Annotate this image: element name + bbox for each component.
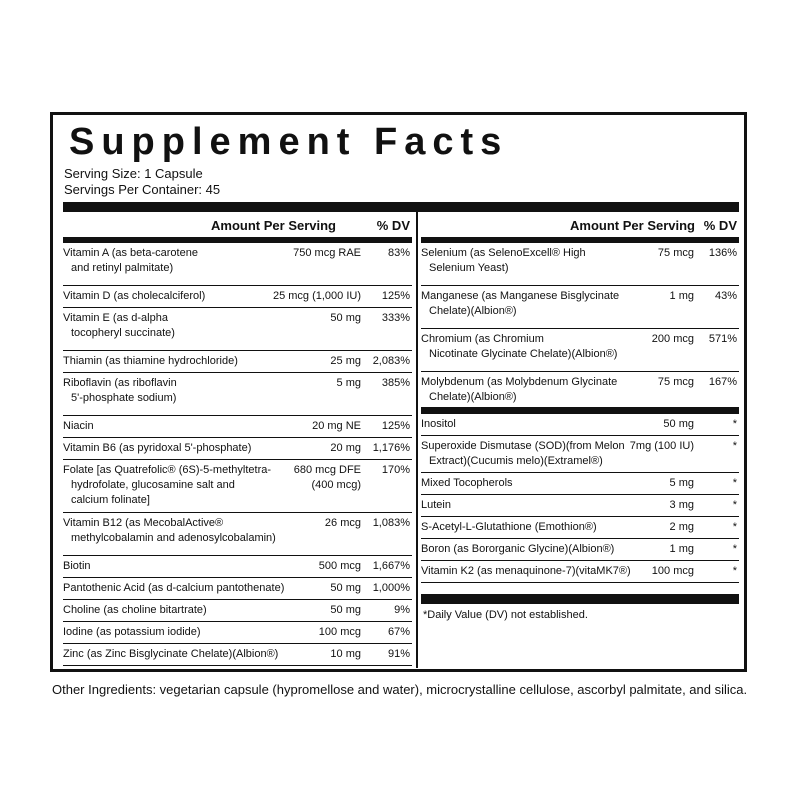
nutrient-name (63, 419, 94, 434)
left-column-header (63, 212, 412, 237)
nutrient-name-line: Vitamin K2 (as menaquinone-7)(vitaMK7®) (421, 565, 631, 577)
nutrient-amount (630, 439, 694, 454)
nutrient-row (421, 243, 739, 286)
nutrient-name (421, 375, 617, 405)
nutrient-dv: 9% (394, 604, 410, 616)
nutrient-amount (325, 516, 361, 531)
nutrient-name-line: Vitamin B12 (as MecobalActive® (63, 517, 224, 529)
nutrient-row (63, 308, 412, 351)
nutrient-amount (294, 463, 361, 493)
nutrient-amount-line: 2 mg (669, 521, 694, 533)
nutrient-name (63, 581, 284, 596)
nutrient-dv: 2,083% (372, 355, 410, 367)
nutrient-row (421, 414, 739, 436)
nutrient-amount (670, 542, 694, 557)
nutrient-row (63, 578, 412, 600)
nutrient-amount (670, 520, 694, 535)
nutrient-row (421, 495, 739, 517)
nutrient-dv: 125% (381, 420, 410, 432)
nutrient-row (63, 600, 412, 622)
nutrient-name-line: Selenium Yeast) (429, 262, 509, 274)
nutrient-name (63, 354, 238, 369)
nutrient-amount (337, 376, 361, 391)
nutrient-name-line: Extract)(Cucumis melo)(Extramel®) (429, 455, 603, 467)
nutrient-name (63, 246, 198, 276)
nutrient-name-line: Lutein (421, 499, 451, 511)
supplement-facts-panel (50, 112, 747, 672)
nutrient-name-line: methylcobalamin and adenosylcobalamin) (71, 532, 276, 544)
nutrient-amount (658, 375, 694, 390)
nutrient-name-line: hydrofolate, glucosamine salt and (71, 479, 235, 491)
right-column (421, 212, 739, 583)
nutrient-name (63, 441, 251, 456)
nutrient-name (63, 311, 175, 341)
nutrient-amount (293, 246, 361, 261)
amount-header: Amount Per Serving (211, 218, 336, 233)
nutrient-name (421, 542, 614, 557)
nutrient-amount-line: 20 mg NE (312, 420, 361, 432)
nutrient-row (63, 373, 412, 416)
nutrient-name-line: Vitamin D (as cholecalciferol) (63, 290, 206, 302)
nutrient-row (63, 556, 412, 578)
nutrient-row (63, 243, 412, 286)
nutrient-dv: * (732, 477, 737, 489)
nutrient-amount-line: 500 mcg (318, 560, 361, 572)
nutrient-amount (330, 647, 361, 662)
nutrient-row (63, 438, 412, 460)
nutrient-dv: 333% (381, 312, 410, 324)
nutrient-dv: 571% (708, 333, 737, 345)
nutrient-dv: * (732, 543, 737, 555)
nutrient-name-line: Inositol (421, 418, 456, 430)
nutrient-dv: 167% (708, 376, 737, 388)
nutrient-amount-line: 25 mcg (1,000 IU) (272, 290, 361, 302)
nutrient-row (421, 539, 739, 561)
nutrient-name (421, 332, 617, 362)
nutrient-name (421, 439, 625, 469)
nutrient-row (421, 286, 739, 329)
servings-per-container: Servings Per Container: 45 (64, 182, 221, 197)
nutrient-name-line: calcium folinate] (71, 494, 150, 506)
nutrient-row (421, 329, 739, 372)
nutrient-name-line: Choline (as choline bitartrate) (63, 604, 207, 616)
nutrient-amount-line: 75 mcg (657, 376, 694, 388)
nutrient-row (63, 286, 412, 308)
nutrient-dv: * (732, 565, 737, 577)
nutrient-row (63, 416, 412, 438)
nutrient-dv: * (732, 418, 737, 430)
nutrient-name (63, 376, 177, 406)
nutrient-name (63, 463, 271, 508)
nutrient-row (421, 372, 739, 408)
nutrient-amount-line: 50 mg (663, 418, 694, 430)
nutrient-name-line: Chromium (as Chromium (421, 333, 544, 345)
nutrient-amount (670, 498, 694, 513)
nutrient-name (421, 520, 597, 535)
nutrient-dv: 43% (714, 290, 737, 302)
nutrient-amount-line: 20 mg (330, 442, 361, 454)
nutrient-dv: 67% (387, 626, 410, 638)
nutrient-dv: * (732, 440, 737, 452)
nutrient-dv: 1,000% (372, 582, 410, 594)
nutrient-name-line: Chelate)(Albion®) (429, 391, 517, 403)
nutrient-amount-line: 100 mcg (651, 565, 694, 577)
nutrient-name (63, 559, 91, 574)
amount-header: Amount Per Serving (570, 218, 695, 233)
nutrient-name-line: Riboflavin (as riboflavin (63, 377, 177, 389)
nutrient-name-line: Nicotinate Glycinate Chelate)(Albion®) (429, 348, 618, 360)
nutrient-dv: 1,667% (372, 560, 410, 572)
nutrient-name (63, 289, 205, 304)
nutrient-amount-line: 200 mcg (651, 333, 694, 345)
nutrient-dv: 83% (387, 247, 410, 259)
right-column-header (421, 212, 739, 237)
nutrient-amount (273, 289, 361, 304)
nutrient-amount-line: 5 mg (669, 477, 694, 489)
bottom-divider-bar (421, 594, 739, 604)
nutrient-name (63, 516, 276, 546)
nutrient-amount-line: 50 mg (330, 312, 361, 324)
nutrient-name-line: Thiamin (as thiamine hydrochloride) (63, 355, 238, 367)
nutrient-name-line: 5'-phosphate sodium) (71, 392, 177, 404)
nutrient-amount-line: 5 mg (336, 377, 361, 389)
nutrient-amount-line: (400 mcg) (311, 479, 361, 491)
nutrient-name-line: Manganese (as Manganese Bisglycinate (421, 290, 620, 302)
nutrient-amount (312, 419, 361, 434)
nutrient-amount-line: 10 mg (330, 648, 361, 660)
nutrient-amount-line: 75 mcg (657, 247, 694, 259)
serving-size: Serving Size: 1 Capsule (64, 166, 203, 181)
nutrient-name (63, 603, 207, 618)
nutrient-amount-line: 100 mcg (318, 626, 361, 638)
nutrient-row (63, 460, 412, 513)
nutrient-name-line: Biotin (63, 560, 91, 572)
nutrient-amount-line: 50 mg (330, 604, 361, 616)
nutrient-name (421, 417, 456, 432)
nutrient-amount (330, 441, 361, 456)
nutrient-amount (330, 354, 361, 369)
nutrient-name-line: Chelate)(Albion®) (429, 305, 517, 317)
nutrient-amount-line: 50 mg (330, 582, 361, 594)
top-divider-bar (63, 202, 739, 212)
dv-footnote: *Daily Value (DV) not established. (423, 609, 588, 621)
nutrient-name (421, 246, 586, 276)
nutrient-amount-line: 26 mcg (324, 517, 361, 529)
left-column (63, 212, 412, 666)
nutrient-dv: 1,176% (372, 442, 410, 454)
nutrient-amount (330, 603, 361, 618)
nutrient-name (421, 498, 451, 513)
nutrient-amount-line: 750 mcg RAE (293, 247, 361, 259)
nutrient-amount-line: 25 mg (330, 355, 361, 367)
nutrient-name-line: Selenium (as SelenoExcell® High (421, 247, 586, 259)
nutrient-amount-line: 680 mcg DFE (293, 464, 361, 476)
nutrient-name (421, 564, 631, 579)
nutrient-dv: 125% (381, 290, 410, 302)
nutrient-dv: 170% (381, 464, 410, 476)
nutrient-name (421, 476, 513, 491)
nutrient-amount-line: 7mg (100 IU) (629, 440, 694, 452)
left-rows (63, 243, 412, 666)
nutrient-name-line: Iodine (as potassium iodide) (63, 626, 201, 638)
nutrient-name-line: Molybdenum (as Molybdenum Glycinate (421, 376, 618, 388)
nutrient-row (421, 436, 739, 473)
nutrient-amount (319, 559, 361, 574)
nutrient-row (63, 644, 412, 666)
nutrient-name (421, 289, 619, 319)
nutrient-row (421, 473, 739, 495)
nutrient-amount (658, 246, 694, 261)
nutrient-amount-line: 1 mg (669, 543, 694, 555)
right-rows-minerals (421, 243, 739, 408)
nutrient-amount-line: 1 mg (669, 290, 694, 302)
nutrient-name-line: Niacin (63, 420, 94, 432)
nutrient-name-line: tocopheryl succinate) (71, 327, 175, 339)
nutrient-name-line: Zinc (as Zinc Bisglycinate Chelate)(Albion®) (63, 648, 279, 660)
nutrient-amount (652, 332, 694, 347)
nutrient-amount (319, 625, 361, 640)
nutrient-name-line: Vitamin A (as beta-carotene (63, 247, 198, 259)
nutrient-name-line: Folate [as Quatrefolic® (6S)-5-methyltetra- (63, 464, 272, 476)
nutrient-name-line: Pantothenic Acid (as d-calcium pantothenate) (63, 582, 285, 594)
nutrient-dv: * (732, 521, 737, 533)
dv-header: % DV (703, 218, 737, 233)
column-separator (416, 212, 418, 668)
nutrient-row (63, 351, 412, 373)
nutrient-name-line: S-Acetyl-L-Glutathione (Emothion®) (421, 521, 597, 533)
nutrient-name-line: Mixed Tocopherols (421, 477, 513, 489)
nutrient-name-line: and retinyl palmitate) (71, 262, 174, 274)
other-ingredients: Other Ingredients: vegetarian capsule (hypromellose and water), microcrystalline cellulose, ascorbyl palmitate, and silica. (52, 682, 748, 697)
nutrient-row (63, 513, 412, 556)
nutrient-amount (670, 476, 694, 491)
nutrient-row (421, 517, 739, 539)
nutrient-amount (663, 417, 694, 432)
nutrient-dv: 136% (708, 247, 737, 259)
nutrient-amount (652, 564, 694, 579)
nutrient-name-line: Vitamin E (as d-alpha (63, 312, 168, 324)
nutrient-row (63, 622, 412, 644)
nutrient-amount-line: 3 mg (669, 499, 694, 511)
nutrient-name (63, 625, 201, 640)
dv-header: % DV (376, 218, 410, 233)
nutrient-name-line: Boron (as Bororganic Glycine)(Albion®) (421, 543, 615, 555)
nutrient-row (421, 561, 739, 583)
nutrient-amount (330, 581, 361, 596)
nutrient-dv: * (732, 499, 737, 511)
nutrient-name-line: Vitamin B6 (as pyridoxal 5'-phosphate) (63, 442, 252, 454)
nutrient-amount (330, 311, 361, 326)
panel-title: Supplement Facts (69, 121, 509, 163)
right-rows-other (421, 414, 739, 583)
nutrient-name-line: Superoxide Dismutase (SOD)(from Melon (421, 440, 625, 452)
nutrient-dv: 385% (381, 377, 410, 389)
nutrient-amount (670, 289, 694, 304)
nutrient-dv: 91% (387, 648, 410, 660)
nutrient-dv: 1,083% (372, 517, 410, 529)
nutrient-name (63, 647, 278, 662)
